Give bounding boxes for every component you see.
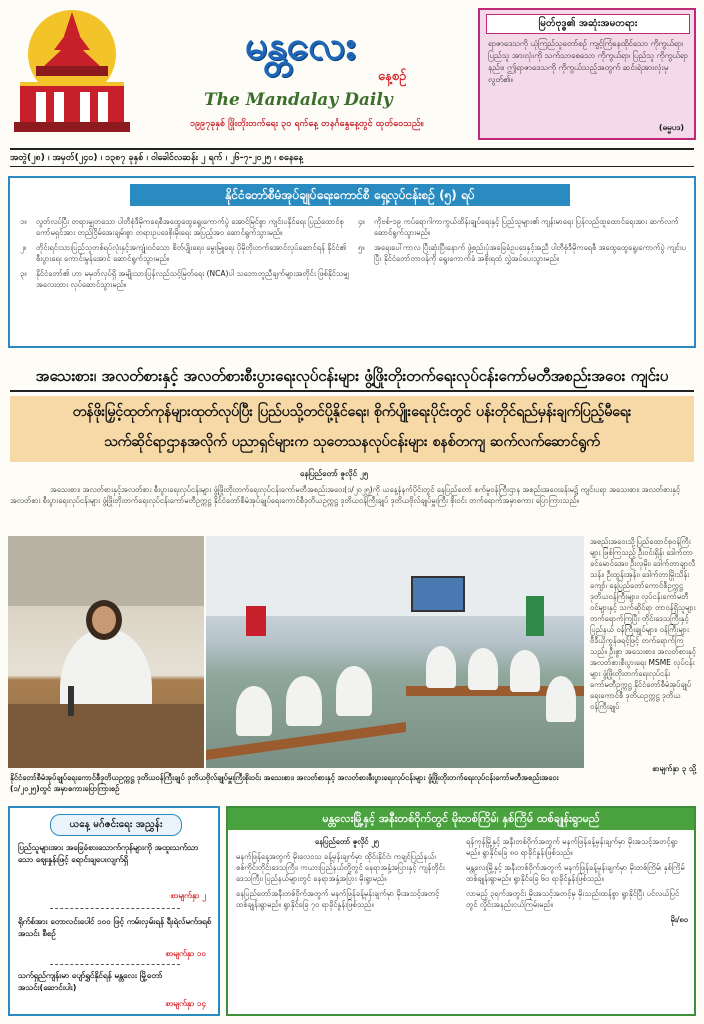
motto-body: ရာဇာဒေသကို ယုံကြည်သူတော်စဉ် ကျင့်ကြံနေထိုင်သော ကိုကွယ်ရာ၊ ပြည်သူ အားလုံးကို သက်သာစေသော ကိုကွယ်ရာ၊ ပြည်သူ ကိုကွယ်ရာနည်း။ ဤရာဇာဒေသကို ကိုကွယ်သည့်အတွက် ဆင်းရဲအားလုံးမှ လွတ်၏။ (488, 39, 688, 84)
sub-headline-box (10, 396, 694, 462)
gov-objective-num: ၁။ (20, 217, 27, 226)
sub-headline-1: တန်ဖိုးမြှင့်ထုတ်ကုန်များထုတ်လုပ်ပြီး ပြည်ပသို့တင်ပို့နိုင်ရေး၊ စိုက်ပျိုးရေးပိုင်းတွင် ပန်းတိုင်ရည်မှန်းချက်ပြည့်မီရေး (72, 404, 632, 420)
masthead-edition: နေ့စဉ် (378, 69, 407, 84)
gov-objective-item (20, 216, 350, 238)
inside-divider (50, 908, 180, 909)
story-continued-ref: စာမျက်နှာ ၃ သို့ (652, 764, 696, 773)
inside-this-issue-box (8, 806, 220, 1016)
weather-ref: မိုး/၈၀ (670, 915, 688, 924)
gov-objective-text: ကိုဗစ်-၁၉ ကပ်ရောဂါကာကွယ်ထိန်းချုပ်ရေးနှင့် ပြည်သူများ၏ ကျန်းမာရေး ပြန်လည်ထူထောင်ရေးအား ဆက်လက်ဆောင်ရွက်သွားမည်။ (374, 217, 679, 237)
sub-headline-2: သက်ဆိုင်ရာဌာနအလိုက် ပညာရှင်များက သုတေသနလုပ်ငန်းများ စနစ်တကျ ဆက်လက်ဆောင်ရွက် (104, 434, 600, 450)
story-lead-paragraph: အသေးစား၊ အလတ်စားနှင့်အလတ်စား စီးပွားရေးလုပ်ငန်းများ ဖွံ့ဖြိုးတိုးတက်ရေးလုပ်ငန်းကော်မတီအစည်းအဝေး(၁/၂၀၂၅)ကို ယနေ့နံနက်ပိုင်းတွင် နေပြည်တော် စက်မှုဝန်ကြီးဌာန အစည်းအဝေးခန်းမ၌ ကျင်းပရာ အသေးစား၊ အလတ်စားနှင့်အလတ်စား စီးပွားရေးလုပ်ငန်းများ ဖွံ့ဖြိုးတိုးတက်ရေးလုပ်ငန်းကော်မတီဥက္ကဋ္ဌ နိုင်ငံတော်စီမံအုပ်ချုပ်ရေးကောင်စီဒုတိယဥက္ကဋ္ဌ ဒုတိယဝန်ကြီးချုပ် ဒုတိယဗိုလ်ချုပ်မှူးကြီး စိုးဝင်း တက်ရောက်အမှာစကား ပြောကြားသည်။ (10, 485, 681, 505)
weather-title: မန္တလေးမြို့နှင့် အနီးတစ်ဝိုက်တွင် မိုးတစ်ကြိမ်၊ နှစ်ကြိမ် ထစ်ချုန်းရွာမည် (228, 808, 694, 830)
gov-objective-text: နိုင်ငံတော်၏ ဟာ မမှတ်လုပ်ရှိ အမျိုးသားပြန်လည်သင့်မြတ်ရေး (NCA)ပါ သဘောတူညီချက်များအတိုင်း ဖြစ်နိုင်သမျှ အလေးထား လုပ်ဆောင်သွားမည်။ (36, 269, 349, 289)
weather-paragraph: နေပြည်တော်အနီးတစ်ဝိုက်အတွက် မနက်ဖြန်ခန့်မှန်းချက်မှာ မိုးအသင့်အတင့် ထစ်ချုန်းရွာမည်။ ရွာနိုင်ခြေ ၇၀ ရာခိုင်နှုန်းဖြစ်သည်။ (236, 889, 440, 909)
gov-objective-num: ၃။ (20, 269, 27, 278)
gov-objective-num: ၄။ (358, 217, 365, 226)
gov-objective-num: ၂။ (20, 243, 26, 252)
weather-forecast-box (226, 806, 696, 1016)
inside-divider (50, 964, 180, 965)
speaker-photo (8, 536, 204, 768)
gov-objective-text: တိုင်းရင်းသားပြည်သူတစ်ရပ်လုံးနှင့်အကျုံးဝင်သော စိတ်ပျိုးရေး၊ မွေးမြူရေး ပိုမိုတိုးတက်အောင်လုပ်ဆောင်ရန် နိုင်ငံ၏ စီးပွားရေး ကောင်းမွန်အောင် ဆောင်ရွက်သွားမည်။ (36, 243, 347, 263)
motto-ref: (ဓမ္မပဒ) (658, 123, 684, 132)
weather-paragraph: လာမည့် ၃ရက်အတွင်း မိုးအသင့်အတင့်မှ မိုးသည်းထန်စွာ ရွာနိုင်ပြီး ပင်လယ်ပြင်တွင် လှိုင်းအနည်းငယ်ကြမ်းမည်။ (466, 889, 680, 909)
weather-left-column (236, 836, 458, 914)
inside-item[interactable]: ပြည်သူများအား အခြေခံစားသောက်ကုန်များကို အထူးသက်သာသော ဈေးနှုန်းဖြင့် ရောင်းချပေးလျက်ရှိ (18, 843, 199, 864)
weather-paragraph: ရန်ကုန်မြို့နှင့် အနီးတစ်ဝိုက်အတွက် မနက်ဖြန်ခန့်မှန်းချက်မှာ မိုးအသင့်အတင့်ရွာမည်။ ရွာနိုင်ခြေ ၈၀ ရာခိုင်နှုန်းဖြစ်သည်။ (466, 837, 679, 857)
motto-box (478, 8, 696, 140)
inside-item[interactable]: ရိုက်စ်အား တောလင်းပေါင် ၁၀၀ ဖြင့် ကမ်းလှမ်းရန် ရီးရဲလ်မက်ဒရစ်အသင်း စီစဉ် (18, 917, 212, 938)
weather-right-column (466, 836, 688, 929)
gov-objective-item (358, 242, 688, 264)
gov-objectives-right-column (358, 216, 688, 268)
story-side-column: အစည်းအဝေးသို့ပြည်ထောင်စုဝန်ကြီးများ ဖြစ်ကြသည့် ဦးဝင်းရှိန်၊ ဒေါက်တာခင်မောင်အေး၊ ဦးလှမိုး၊ ဒေါက်တာချာလီသန်း၊ ဦးထွန်းအုန်း၊ ဒေါက်တာမြိုးသိန်းကျော်၊ နေပြည်တော်ကောင်စီဥက္ကဋ္ဌ ဒုတိယဝန်ကြီးများ၊ လုပ်ငန်းကော်မတီဝင်များနှင့် သက်ဆိုင်ရာ တာဝန်ရှိသူများ တက်ရောက်ကြပြီး တိုင်းဒေသကြီးနှင့်ပြည်နယ် ဝန်ကြီးချုပ်များ၊ ဝန်ကြီးများ ဗီဒီယိုကွန်ဖရင့်ဖြင့် တက်ရောက်ကြသည်။ ဦးစွာ အသေးစား၊ အလတ်စားနှင့် အလတ်စားစီးပွားရေး MSME လုပ်ငန်းများ ဖွံ့ဖြိုးတိုးတက်ရေးလုပ်ငန်းကော်မတီဥက္ကဋ္ဌ နိုင်ငံတော်စီမံအုပ်ချုပ်ရေးကောင်စီ ဒုတိယဥက္ကဋ္ဌ ဒုတိယဝန်ကြီးချုပ် (590, 537, 696, 711)
masthead-tagline: ၁၉၉၇ခုနှစ် ဖြိုးတိုးတက်ရေး ၃၀ ရက်နေ့ တနင်္ဂနွေနေ့တွင် ထုတ်ဝေသည်။ (190, 119, 424, 129)
gov-objective-text: အရေးပေါ်ကာလ ပြီးဆုံးပြီးနောက် ဖွဲ့စည်းပုံအခြေခံဥပဒေနှင့်အညီ ပါတီစုံဒီမိုကရေစီ အထွေထွေရွေးကောက်ပွဲ ကျင်းပပြီး နိုင်ငံတော်တာဝန်ကို ရွေးကောက်ခံ အစိုးရထံ လွှဲအပ်ပေးသွားမည်။ (374, 243, 686, 263)
meeting-hall-photo (206, 536, 584, 768)
inside-item[interactable]: သက်ရှည်ကျန်းမာ ပျော်ရွှင်နိုင်ရန် မန္တလေး မြို့တော်အသင်း(ဆောင်းပါး) (18, 971, 163, 992)
gov-objective-item (358, 216, 688, 238)
masthead-english-title: The Mandalay Daily (204, 90, 393, 110)
inside-item-page: စာမျက်နှာ ၂ (170, 891, 206, 900)
gov-objective-num: ၅။ (358, 243, 365, 252)
inside-item-page: စာမျက်နှာ ၁၀ (165, 949, 206, 958)
photo-caption: နိုင်ငံတော်စီမံအုပ်ချုပ်ရေးကောင်စီဒုတိယဥက္ကဋ္ဌ ဒုတိယဝန်ကြီးချုပ် ဒုတိယဗိုလ်ချုပ်မှူးကြီးစိုးဝင်း အသေးစား၊ အလတ်စားနှင့် အလတ်စားစီးပွားရေးလုပ်ငန်းများ ဖွံ့ဖြိုးတိုးတက်ရေးလုပ်ငန်းကော်မတီအစည်းအဝေး (၁/၂၀၂၅)တွင် အမှာစကားပြောကြားစဉ် (10, 773, 559, 793)
gov-objective-text: လွတ်လပ်ပြီး တရားမျှတသော ပါတီစုံဒီမိုကရေစီအထွေထွေရွေးကောက်ပွဲ အောင်မြင်စွာ ကျင်းပနိုင်ရေး ပြည်ထောင်စုကော်မရှင်အား တည်ငြိမ်အေးချမ်းစွာ တရားဥပဒေစိုးမိုးရေး အပြည့်အဝ ဆောင်ရွက်သွားမည်။ (36, 217, 344, 237)
masthead-title: မန္တလေး (245, 22, 355, 69)
gov-objectives-title: နိုင်ငံတော်စီမံအုပ်ချုပ်ရေးကောင်စီ ရှေ့လုပ်ငန်းစဉ် (၅) ရပ် (130, 184, 570, 206)
main-headline: အသေးစား၊ အလတ်စားနှင့် အလတ်စားစီးပွားရေးလုပ်ငန်းများ ဖွံ့ဖြိုးတိုးတက်ရေးလုပ်ငန်းကော်မတီအစည်းအဝေး ကျင်းပ (10, 362, 694, 392)
newspaper-logo (6, 6, 138, 138)
gov-objectives-left-column (20, 216, 350, 294)
gov-objective-item (20, 268, 350, 290)
story-dateline: နေပြည်တော် ဇူလိုင် ၂၅ (300, 469, 369, 478)
weather-dateline: နေပြည်တော် ဇူလိုင် ၂၅ (315, 837, 379, 846)
motto-title: မြတ်ဗုဒ္ဓ၏ အဆုံးအမတရား (486, 14, 690, 34)
gov-objective-item (20, 242, 350, 264)
issue-dateline: အတွဲ(၂၈) ၊ အမှတ်(၂၄၀) ၊ ၁၃၈၇ ခုနှစ် ၊ ဝါခေါင်လဆန်း ၂ ရက် ၊ ၂၆-၇-၂၀၂၅ ၊ စနေနေ့ (10, 148, 694, 167)
inside-title: ယနေ့ မဂ်ဇင်းရေး အညွှန်း (50, 814, 182, 836)
inside-item-page: စာမျက်နှာ ၁၄ (165, 999, 206, 1008)
weather-paragraph: မန္တလေးမြို့နှင့် အနီးတစ်ဝိုက်အတွက် မနက်ဖြန်ခန့်မှန်းချက်မှာ မိုးတစ်ကြိမ်၊ နှစ်ကြိမ် ထစ်ချုန်းရွာမည်။ ရွာနိုင်ခြေ ၆၀ ရာခိုင်နှုန်းဖြစ်သည်။ (466, 863, 685, 883)
gov-objectives-box (8, 176, 696, 348)
weather-paragraph: မနက်ဖြန်နေ့အတွက် မိုးလေဝသ ခန့်မှန်းချက်မှာ ထိုင်းနိုင်ငံ၊ ကချင်ပြည်နယ်၊ စစ်ကိုင်းတိုင်းဒေသကြီး၊ ကယားပြည်နယ်တို့တွင် နေရာအနှံ့အပြားနှင့် ကျန်တိုင်းဒေသကြီး၊ ပြည်နယ်များတွင် နေရာအနှံ့အပြား မိုးရွာမည်။ (236, 852, 445, 883)
